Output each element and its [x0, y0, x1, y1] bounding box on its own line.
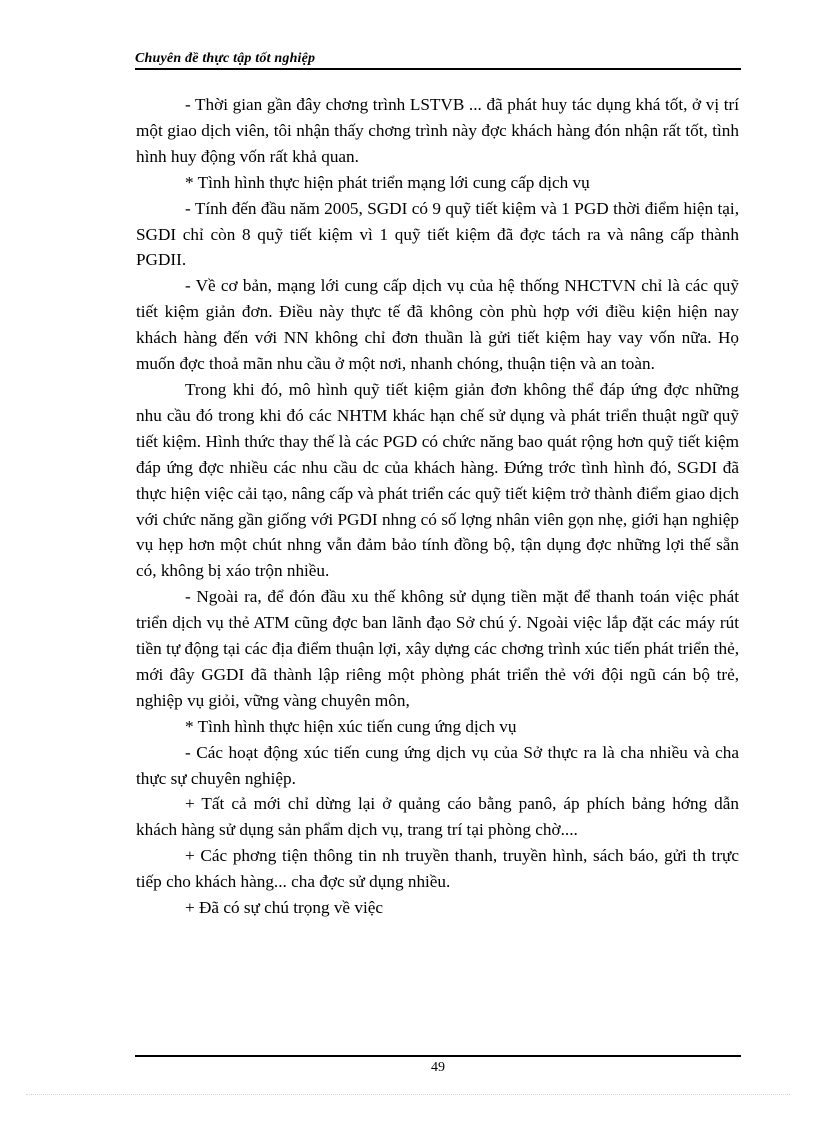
paragraph: + Đã có sự chú trọng về việc: [185, 898, 383, 918]
header-title: Chuyên đề thực tập tốt nghiệp: [135, 51, 316, 66]
paragraph: * Tình hình thực hiện xúc tiến cung ứng dịch vụ: [185, 716, 517, 736]
paragraph: + Các phơng tiện thông tin nh truyền thanh, truyền hình, sách báo, gửi th trực tiếp cho khách hàng... cha đợc sử dụng nhiều.: [136, 846, 739, 892]
paragraph: + Tất cả mới chỉ dừng lại ở quảng cáo bằng panô, áp phích bảng hớng dẫn khách hàng sử dụng sản phẩm dịch vụ, trang trí tại phòng chờ....: [136, 794, 739, 840]
dotted-page-edge: [26, 1094, 790, 1095]
paragraph: - Ngoài ra, để đón đầu xu thế không sử dụng tiền mặt để thanh toán việc phát triển dịch vụ thẻ ATM cũng đợc ban lãnh đạo Sở chú ý. Ngoài việc lắp đặt các máy rút tiền tự động tại các địa điểm thuận lợi, xây dựng các chơng trình xúc tiến phát triển thẻ, mới đây GGDI đã thành lập riêng một phòng phát triển thẻ với đội ngũ cán bộ trẻ, nghiệp vụ giỏi, vững vàng chuyên môn,: [136, 587, 739, 710]
document-body: [136, 92, 739, 921]
page-number: 49: [431, 1060, 445, 1075]
paragraph: - Tính đến đầu năm 2005, SGDI có 9 quỹ tiết kiệm và 1 PGD thời điểm hiện tại, SGDI chỉ còn 8 quỹ tiết kiệm vì 1 quỹ tiết kiệm đã đợc tách ra và nâng cấp thành PGDII.: [136, 198, 739, 270]
paragraph: Trong khi đó, mô hình quỹ tiết kiệm giản đơn không thể đáp ứng đợc những nhu cầu đó trong khi đó các NHTM khác hạn chế sử dụng và phát triển thuật ngữ quỹ tiết kiệm. Hình thức thay thế là các PGD có chức năng bao quát rộng hơn quỹ tiết kiệm đáp ứng đợc nhiều các nhu cầu dc của khách hàng. Đứng trớc tình hình đó, SGDI đã thực hiện việc cải tạo, nâng cấp và phát triển các quỹ tiết kiệm trở thành điểm giao dịch với chức năng gần giống với PGDI nhng có số lợng nhân viên gọn nhẹ, giới hạn nghiệp vụ hẹp hơn một chút nhng vẫn đảm bảo tính đồng bộ, tận dụng đợc những lợi thế sẵn có, không bị xáo trộn nhiều.: [136, 379, 739, 581]
paragraph: - Thời gian gần đây chơng trình LSTVB ... đã phát huy tác dụng khá tốt, ở vị trí một giao dịch viên, tôi nhận thấy chơng trình này đợc khách hàng đón nhận rất tốt, tình hình huy động vốn rất khả quan.: [136, 95, 739, 166]
paragraph: - Về cơ bản, mạng lới cung cấp dịch vụ của hệ thống NHCTVN chỉ là các quỹ tiết kiệm giản đơn. Điều này thực tế đã không còn phù hợp với điều kiện hiện nay khách hàng đến với NN không chỉ đơn thuần là gửi tiết kiệm hay vay vốn nữa. Họ muốn đợc thoả mãn nhu cầu ở một nơi, nhanh chóng, thuận tiện và an toàn.: [136, 276, 739, 374]
paragraph: - Các hoạt động xúc tiến cung ứng dịch vụ của Sở thực ra là cha nhiều và cha thực sự chuyên nghiệp.: [136, 742, 739, 788]
paragraph: * Tình hình thực hiện phát triển mạng lới cung cấp dịch vụ: [185, 172, 590, 192]
page-footer: [135, 1055, 741, 1075]
page-header: [135, 50, 741, 70]
